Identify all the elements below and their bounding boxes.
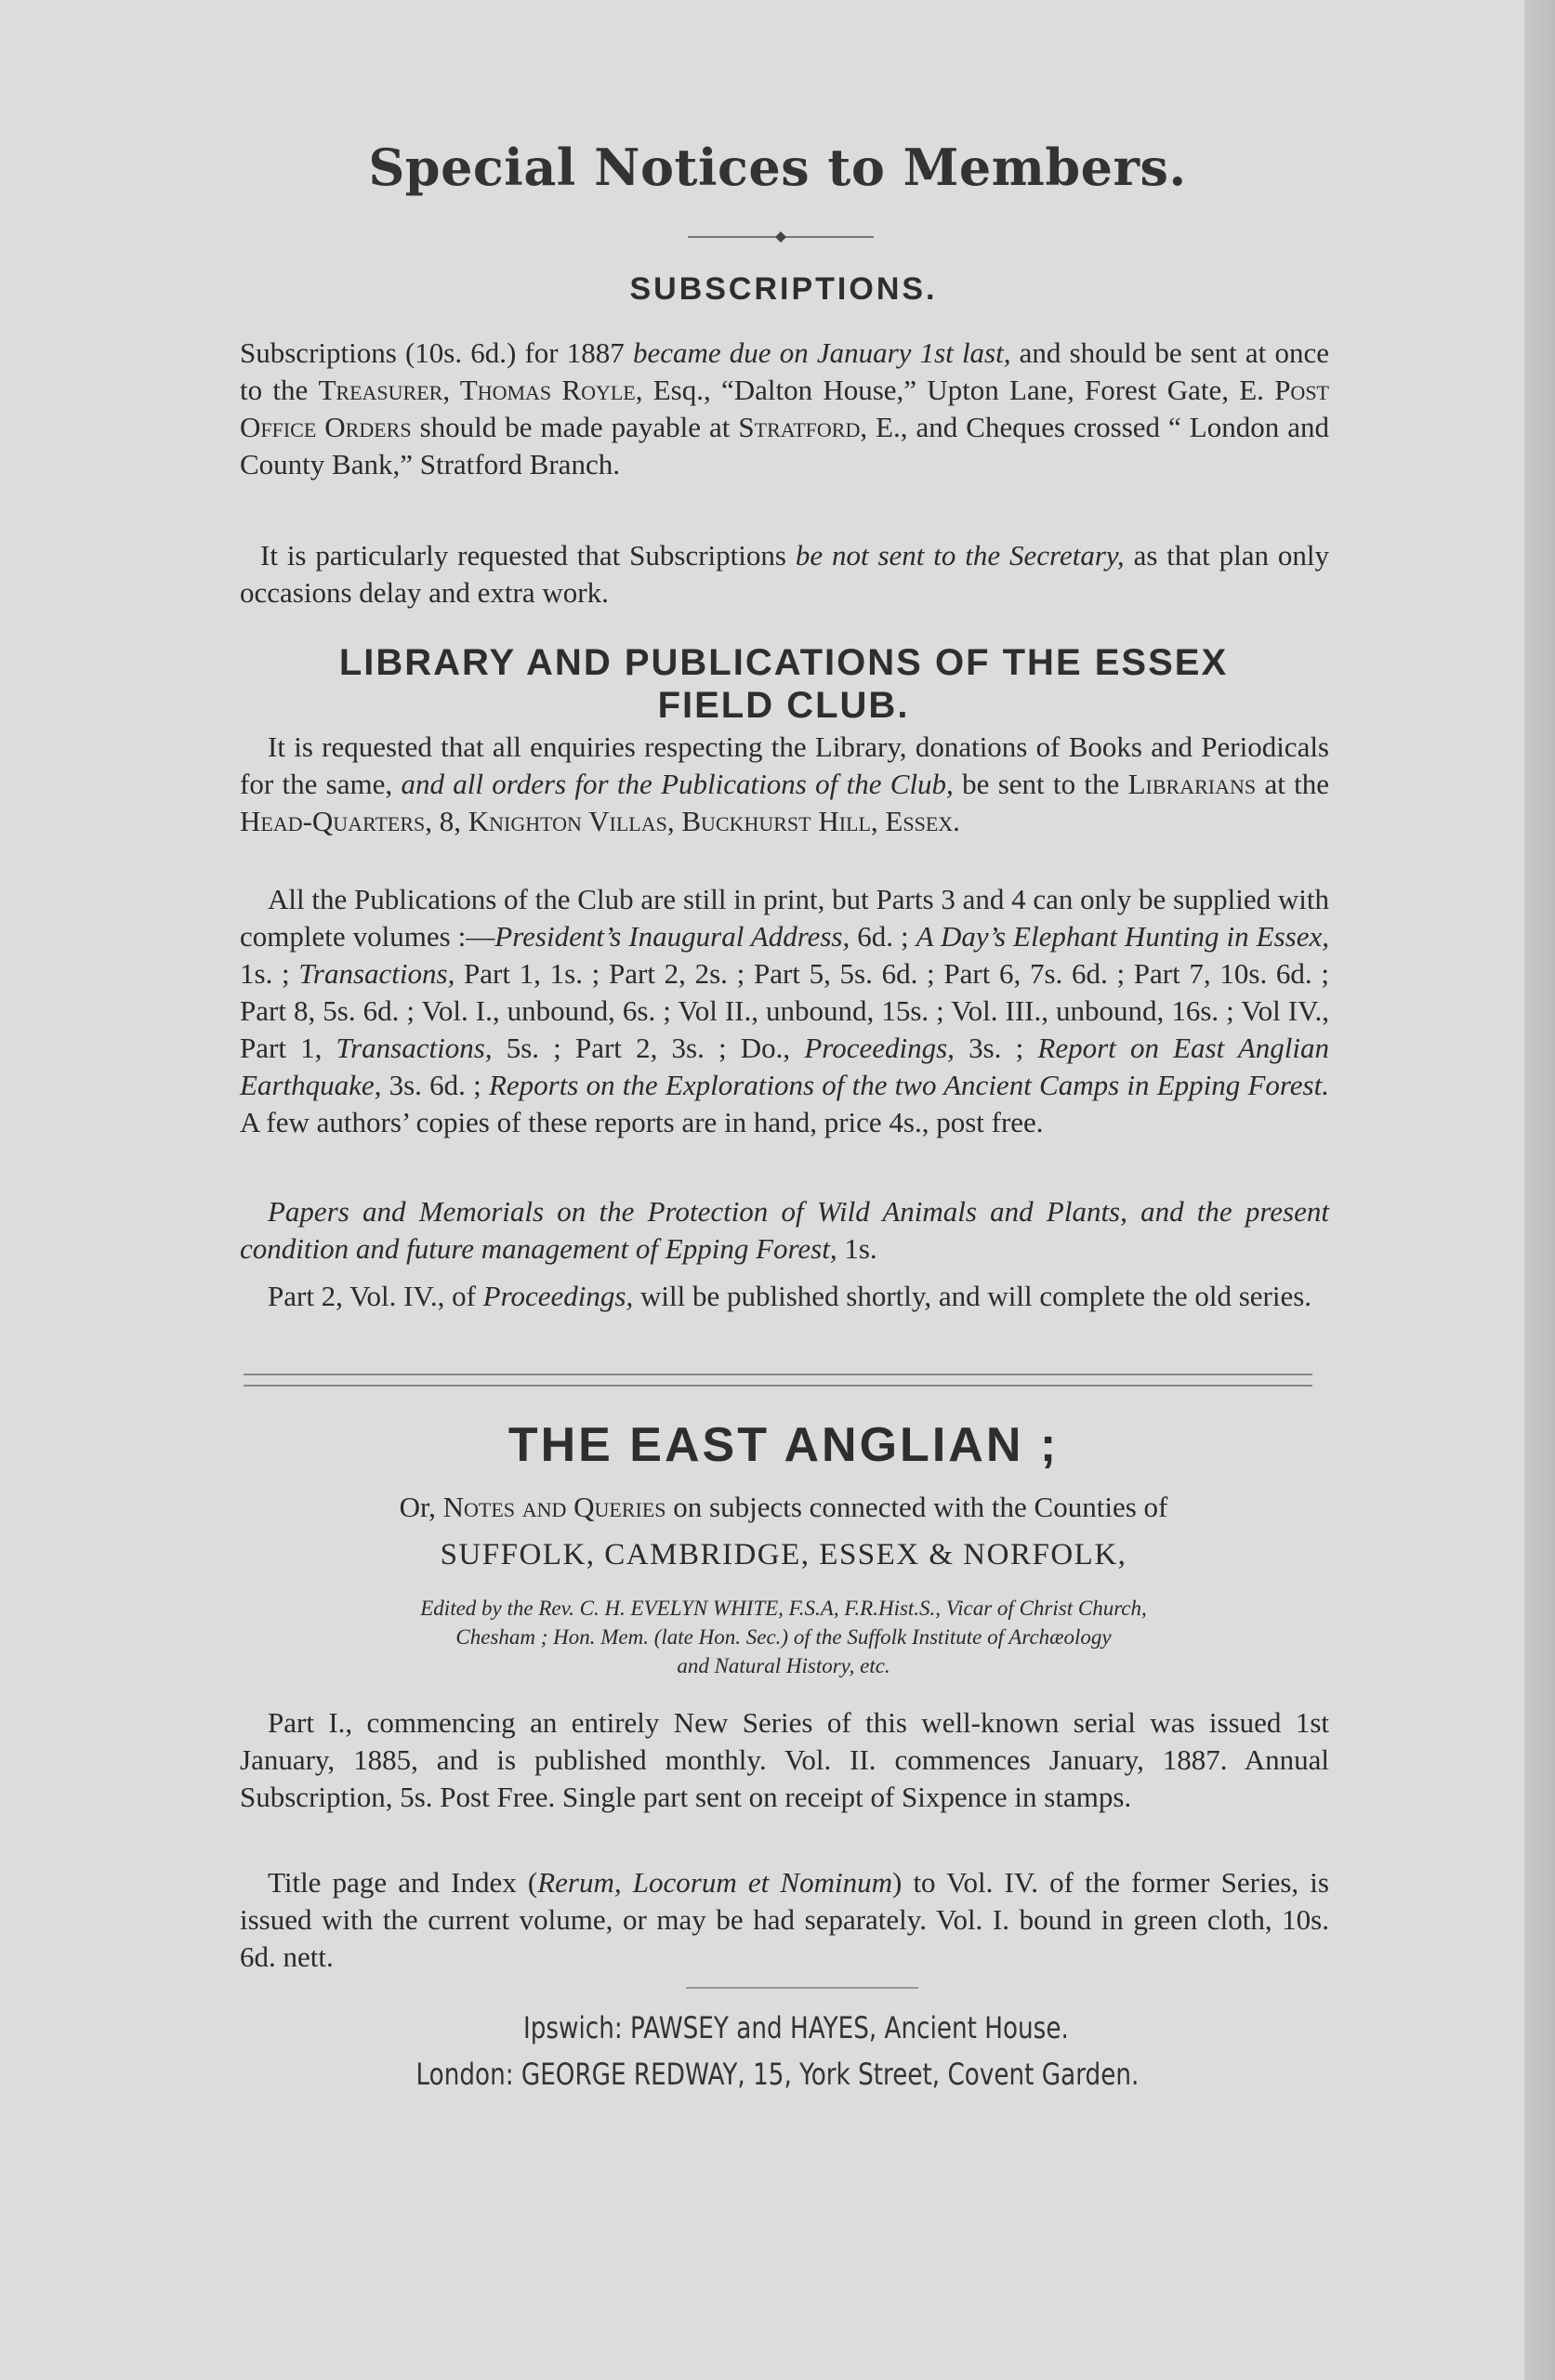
library-paragraph-1 (240, 729, 1329, 840)
text-run: 1s. ; (240, 957, 299, 990)
text-run: All the Publications of the Club are still in print, but Parts 3 and 4 can only be supplied with complete volumes :— (240, 883, 1329, 953)
east-anglian-heading: THE EAST ANGLIAN ; (507, 1418, 1060, 1472)
subscriptions-paragraph-2 (240, 537, 1329, 611)
counties-line: SUFFOLK, CAMBRIDGE, ESSEX & NORFOLK, (440, 1538, 1127, 1571)
imprint-ipswich: Ipswich: PAWSEY and HAYES, Ancient House. (522, 2010, 1069, 2045)
text-run-smallcaps: Librarians (1127, 768, 1257, 800)
east-anglian-paragraph-1: Part I., commencing an entirely New Series of this well-known serial was issued 1st January, 1885, and is published monthly. Vol. II. commences January, 1887. Annual Subscription, 5s. Post Free. Single part sent on receipt of Sixpence in stamps. (240, 1706, 1329, 1813)
text-run: 3s. 6d. ; (381, 1069, 489, 1101)
text-run: will be published shortly, and will complete the old series. (633, 1280, 1312, 1312)
editor-line-1: Edited by the Rev. C. H. EVELYN WHITE, F.S.A, F.R.Hist.S., Vicar of Christ Church, (420, 1597, 1147, 1620)
text-run: Subscriptions (10s. 6d.) for 1887 (240, 336, 633, 369)
text-run: , Esq., “Dalton House,” Upton Lane, Forest Gate, E. (635, 374, 1275, 406)
text-run: and should be sent at once to the (240, 336, 1329, 406)
imprint-london: London: GEORGE REDWAY, 15, York Street, Covent Garden. (415, 2057, 1140, 2092)
text-run: ) to Vol. IV. of the former Series, is issued with the current volume, or may be had separately. Vol. I. bound in green cloth, 10s. 6d. nett. (240, 1866, 1329, 1973)
text-run: It is particularly requested that Subscriptions (260, 539, 796, 572)
text-run: . (953, 805, 960, 837)
library-paragraph-3 (240, 1193, 1329, 1268)
east-anglian-paragraph-2 (240, 1864, 1329, 1976)
text-run-italic: became due on January 1st last, (632, 336, 1011, 369)
subscriptions-heading: SUBSCRIPTIONS. (629, 271, 938, 307)
text-run: , 8, (425, 805, 468, 837)
library-paragraph-4 (240, 1278, 1329, 1315)
text-run: A few authors’ copies of these reports are in hand, price 4s., post free. (240, 1106, 1044, 1138)
text-run: 3s. ; (954, 1032, 1038, 1064)
text-run: should be made payable at (411, 411, 739, 443)
page-edge (1524, 0, 1555, 2380)
text-run-italic: A Day’s Elephant Hunting in Essex, (916, 920, 1329, 953)
text-run-italic: and all orders for the Publications of the Club, (401, 768, 954, 800)
subscriptions-paragraph-1 (240, 335, 1329, 483)
text-run: Part 2, Vol. IV., of (268, 1280, 483, 1312)
text-run: Or, (399, 1491, 443, 1523)
library-heading-line-1: LIBRARY AND PUBLICATIONS OF THE ESSEX (338, 642, 1229, 683)
page-title: Special Notices to Members. (368, 138, 1187, 197)
text-run: at the (1256, 768, 1330, 800)
text-run: be sent to the (953, 768, 1128, 800)
text-run-italic: Proceedings, (482, 1280, 634, 1312)
text-run: , E., and Cheques crossed “ London and County Bank,” Stratford Branch. (240, 411, 1329, 480)
text-run-italic: Transactions, (298, 957, 455, 990)
text-run-italic: be not sent to the Secretary, (795, 539, 1125, 572)
title-ornament (688, 230, 874, 243)
text-run: Title page and Index ( (268, 1866, 538, 1899)
text-run-smallcaps: Head-Quarters (240, 805, 426, 837)
east-anglian-subtitle (240, 1489, 1327, 1526)
text-run: 5s. ; Part 2, 3s. ; Do., (492, 1032, 805, 1064)
text-run: 1s. (837, 1232, 877, 1265)
text-run: Part 1, 1s. ; Part 2, 2s. ; Part 5, 5s. 6d. ; Part 6, 7s. 6d. ; Part 7, 10s. 6d. ; Part 8, 5s. 6d. ; Vol. I., unbound, 6s. ; Vol II., unbound, 15s. ; Vol. III., unbound, 16s. ; Vol IV., Part 1, (240, 957, 1329, 1064)
text-run-italic: Transactions, (336, 1032, 493, 1064)
library-heading (240, 641, 1327, 727)
text-run-smallcaps: Notes and Queries (442, 1491, 666, 1523)
editor-line-2: Chesham ; Hon. Mem. (late Hon. Sec.) of the Suffolk Institute of Archæology (455, 1625, 1112, 1649)
text-run: as that plan only occasions delay and extra work. (240, 539, 1329, 609)
library-address: Knighton Villas, Buckhurst Hill, Essex (468, 805, 954, 837)
text-run-smallcaps: Stratford (738, 411, 861, 443)
text-run: 6d. ; (850, 920, 916, 953)
text-run-italic: Report on East Anglian Earthquake, (240, 1032, 1330, 1101)
text-run: It is requested that all enquiries respecting the Library, donations of Books and Periodicals for the same, (240, 730, 1329, 800)
editor-line-3: and Natural History, etc. (677, 1654, 890, 1677)
text-run: on subjects connected with the Counties of (665, 1491, 1168, 1523)
treasurer-name: Treasurer, Thomas Royle (318, 374, 636, 406)
text-run-italic: President’s Inaugural Address, (494, 920, 850, 953)
text-run-italic: Rerum, Locorum et Nominum (537, 1866, 892, 1899)
text-run-italic: Papers and Memorials on the Protection of Wild Animals and Plants, and the present condition and future management of Epping Forest, (240, 1195, 1329, 1265)
section-divider (244, 1374, 1312, 1387)
imprint-divider (686, 1987, 918, 1989)
text-run-italic: Proceedings, (804, 1032, 955, 1064)
library-heading-line-2: FIELD CLUB. (657, 685, 910, 726)
text-run-smallcaps: Post Office Orders (240, 374, 1329, 443)
editor-credit (240, 1594, 1327, 1680)
library-paragraph-2 (240, 881, 1329, 1141)
text-run-italic: Reports on the Explorations of the two Ancient Camps in Epping Forest. (488, 1069, 1329, 1101)
